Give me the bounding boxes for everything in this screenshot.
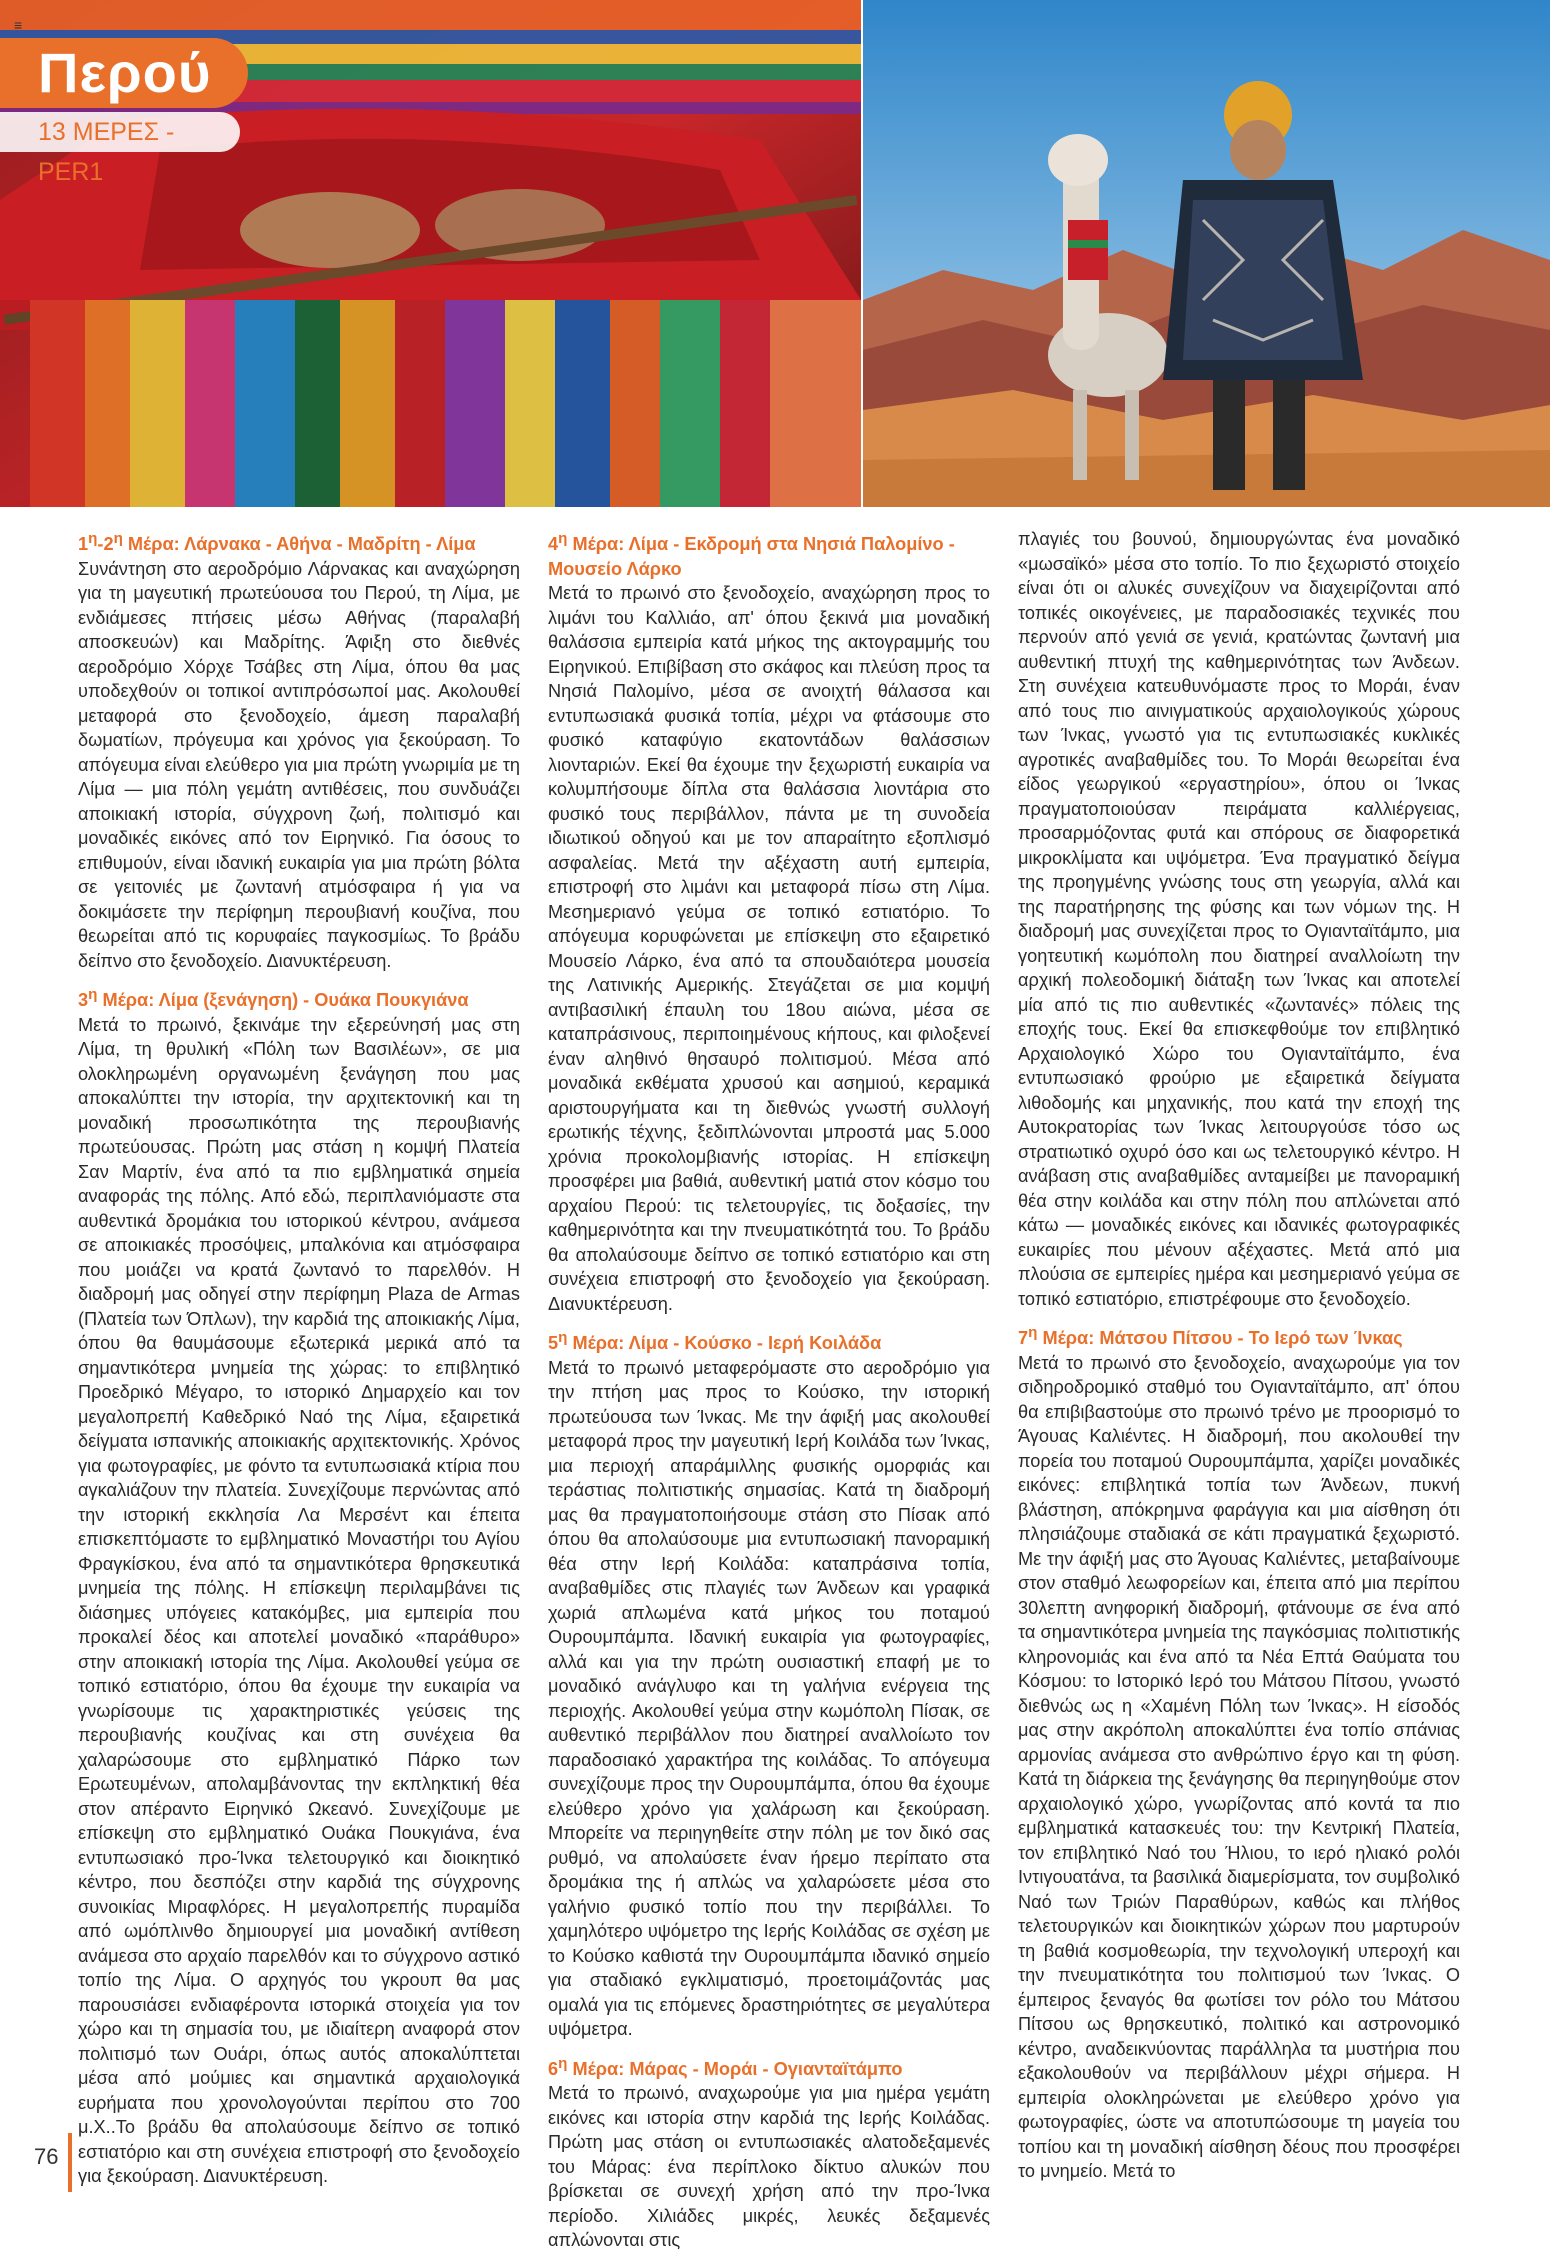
day-title: $4^\eta$ Μέρα: Λίμα - Εκδρομή στα Νησιά Παλομίνο - Μουσείο Λάρκο <box>548 530 955 579</box>
day-title: $5^\eta$ Μέρα: Λίμα - Κούσκο - Ιερή Κοιλάδα <box>548 1329 882 1354</box>
llama-mountain-icon <box>863 0 1550 507</box>
llama-photo <box>863 0 1550 507</box>
tour-code: 13 ΜΕΡΕΣ - PER1 <box>0 112 240 152</box>
day-text: Μετά το πρωινό στο ξενοδοχείο, αναχωρούμε για τον σιδηροδρομικό σταθμό του Ογιανταϊτάμπο, απ' όπου θα επιβιβαστούμε στο πρωινό τρένο με προορισμό το Άγουας Καλιέντες. Η διαδρομή, που ακολουθεί την πορεία του ποταμού Ουρουμπάμπα, χαρίζει μοναδικές εικόνες: επιβλητικά τοπία των Άνδεων, πυκνή βλάστηση, απόκρημνα φαράγγια και μια αίσθηση ότι πλησιάζουμε σταδιακά σε κάτι πραγματικά ξεχωριστό. Με την άφιξή μας στο Άγουας Καλιέντες, μεταβαίνουμε στον σταθμό λεωφορείων και, έπειτα από μια περίπου 30λεπτη ανηφορική διαδρομή, φτάνουμε σε ένα από τα σημαντικότερα μνημεία της παγκόσμιας πολιτιστικής κληρονομιάς και ένα από τα Νέα Επτά Θαύματα του Κόσμου: το Ιστορικό Ιερό του Μάτσου Πίτσου, γνωστό διεθνώς ως η «Χαμένη Πόλη των Ίνκας». Η είσοδός μας στην ακρόπολη αποκαλύπτει ένα τοπίο σπάνιας αρμονίας ανάμεσα στο ανθρώπινο έργο και τη φύση. Κατά τη διάρκεια της ξενάγησης θα περιηγηθούμε στον αρχαιολογικό χώρο, γνωρίζοντας από κοντά τα πιο εμβληματικά κατασκευές του: την Κεντρική Πλατεία, τον επιβλητικό Ναό του Ήλιου, το ιερό ηλιακό ρολόι Ιντιγουατάνα, τα βασιλικά διαμερίσματα, τον συμβολικό Ναό των Τριών Παραθύρων, καθώς και πλήθος τελετουργικών και διοικητικών χώρων που μαρτυρούν τη βαθιά κοσμοθεωρία, την τεχνολογική υπεροχή και την πνευματικότητα του πολιτισμού των Ίνκας. Ο έμπειρος ξεναγός θα φωτίσει τον ρόλο του Μάτσου Πίτσου ως θρησκευτικό, πολιτικό και αστρονομικό κέντρο, αναδεικνύοντας παράλληλα τα μυστήρια που εξακολουθούν να περιβάλλουν μέχρι σήμερα. Η εμπειρία ολοκληρώνεται με ελεύθερο χρόνο για φωτογραφίες, ώστε να αποτυπώσουμε τη μαγεία του τοπίου και τη μοναδική αίσθηση δέους που προσφέρει το μνημείο. Μετά το <box>1018 1352 1460 2182</box>
page-number: 76 <box>34 2144 59 2169</box>
day-text: Μετά το πρωινό, ξεκινάμε την εξερεύνησή μας στη Λίμα, τη θρυλική «Πόλη των Βασιλέων», σε μια ολοκληρωμένη οργανωμένη ξενάγηση που μας αποκαλύπτει την ιστορία, την αρχιτεκτονική και τη μοναδική προσωπικότητα της περουβιανής πρωτεύουσας. Πρώτη μας στάση η κομψή Πλατεία Σαν Μαρτίν, ένα από τα πιο εμβληματικά σημεία αναφοράς της πόλης. Από εδώ, περιπλανιόμαστε στα αυθεντικά δρομάκια του ιστορικού κέντρου, ανάμεσα σε αποικιακές προσόψεις, μπαλκόνια και ατμόσφαιρα που μοιάζει να κρατά ζωντανό το παρελθόν. Η διαδρομή μας οδηγεί στην περίφημη Plaza de Armas (Πλατεία των Όπλων), την καρδιά της αποικιακής Λίμα, όπου θα θαυμάσουμε εξωτερικά μερικά από τα σημαντικότερα μνημεία της χώρας: το επιβλητικό Προεδρικό Μέγαρο, το ιστορικό Δημαρχείο και τον μεγαλοπρεπή Καθεδρικό Ναό της Λίμα, εξαιρετικά δείγματα ισπανικής αποικιακής αρχιτεκτονικής. Χρόνος για φωτογραφίες, με φόντο τα εντυπωσιακά κτίρια που αγκαλιάζουν την πλατεία. Συνεχίζουμε περνώντας από την ιστορική εκκλησία Λα Μερσέντ και έπειτα επισκεπτόμαστε το εμβληματικό Μοναστήρι του Αγίου Φραγκίσκου, ένα από τα σημαντικότερα θρησκευτικά μνημεία της πόλης. Η επίσκεψη περιλαμβάνει τις διάσημες υπόγειες κατακόμβες, μια εμπειρία που προκαλεί δέος και αποτελεί μοναδικό «παράθυρο» στην αποικιακή ιστορία της Λίμα. Ακολουθεί γεύμα σε τοπικό εστιατόριο, όπου θα έχουμε την ευκαιρία να γνωρίσουμε τις χαρακτηριστικές γεύσεις της περουβιανής κουζίνας και στη συνέχεια θα χαλαρώσουμε στο εμβληματικό Πάρκο των Ερωτευμένων, απολαμβάνοντας την εκπληκτική θέα στον απέραντο Ειρηνικό Ωκεανό. Συνεχίζουμε με επίσκεψη στο εμβληματικό Ουάκα Πουκγιάνα, ένα εντυπωσιακό προ-Ίνκα τελετουργικό και διοικητικό κέντρο, που δεσπόζει στην καρδιά της σύγχρονης συνοικίας Μιραφλόρες. Η μεγαλοπρεπής πυραμίδα από ωμόπλινθο δημιουργεί μια μοναδική αντίθεση ανάμεσα στο αρχαίο παρελθόν και το σύγχρονο αστικό τοπίο της Λίμα. Ο αρχηγός του γκρουπ θα μας παρουσιάσει ενδιαφέροντα ιστορικά στοιχεία για τον χώρο και τη σημασία του, με ιδιαίτερη αναφορά στον πολιτισμό των Ουάρι, όπως αυτός αποκαλύπτεται μέσα από μούμιες και σημαντικά αρχαιολογικά ευρήματα που χρονολογούνται περίπου στο 700 μ.Χ..Το βράδυ θα απολαύσουμε δείπνο σε τοπικό εστιατόριο και στη συνέχεια επιστροφή στο ξενοδοχείο για ξεκούραση. Διανυκτέρευση. <box>78 1014 520 2187</box>
day-text: Μετά το πρωινό, αναχωρούμε για μια ημέρα γεμάτη εικόνες και ιστορία στην καρδιά της Ιερής Κοιλάδας. Πρώτη μας στάση οι εντυπωσιακές αλατοδεξαμενές του Μάρας: ένα περίπλοκο δίκτυο αλυκών που βρίσκεται σε συνεχή χρήση από την προ-Ίνκα περίοδο. Χιλιάδες μικρές, λευκές δεξαμενές απλώνονται στις <box>548 2083 990 2251</box>
day-title: $1^\eta-2^\eta$ Μέρα: Λάρνακα - Αθήνα - Μαδρίτη - Λίμα <box>78 530 476 555</box>
day-text: Συνάντηση στο αεροδρόμιο Λάρνακας και αναχώρηση για τη μαγευτική πρωτεύουσα του Περού, τη Λίμα, με ενδιάμεσες πτήσεις μέσω Αθήνας (παραλαβή αποσκευών) και Μαδρίτης. Άφιξη στο διεθνές αεροδρόμιο Χόρχε Τσάβες στη Λίμα, όπου θα μας υποδεχθούν οι τοπικοί αντιπρόσωποί μας. Ακολουθεί μεταφορά στο ξενοδοχείο, άμεση παραλαβή δωματίων, πρόγευμα και χρόνος για ξεκούραση. Το απόγευμα είναι ελεύθερο για μια πρώτη γνωριμία με τη Λίμα — μια πόλη γεμάτη αντιθέσεις, που συνδυάζει αποικιακή ιστορία, σύγχρονη ζωή, πολιτισμό και μοναδικές εικόνες από τον Ειρηνικό. Για όσους το επιθυμούν, είναι ιδανική ευκαιρία για μια πρώτη βόλτα σε γειτονιές με ζωντανή ατμόσφαιρα ή για να δοκιμάσετε την περίφημη περουβιανή κουζίνα, που θεωρείται από τις κορυφαίες παγκοσμίως. Το βράδυ δείπνο στο ξενοδοχείο. Διανυκτέρευση. <box>78 558 520 971</box>
itinerary-column-2 <box>548 527 990 2253</box>
day-title: $7^\eta$ Μέρα: Μάτσου Πίτσου - Το Ιερό των Ίνκας <box>1018 1324 1403 1349</box>
itinerary-column-3 <box>1018 527 1460 2184</box>
footer-accent-bar <box>68 2133 72 2192</box>
day-title: $6^\eta$ Μέρα: Μάρας - Μοράι - Ογιανταϊτάμπο <box>548 2054 903 2079</box>
itinerary-column-1 <box>78 527 520 2189</box>
day-text: Μετά το πρωινό μεταφερόμαστε στο αεροδρόμιο για την πτήση μας προς το Κούσκο, την ιστορική πρωτεύουσα των Ίνκας. Με την άφιξή μας ακολουθεί μεταφορά προς την μαγευτική Ιερή Κοιλάδα των Ίνκας, μια περιοχή απαράμιλλης φυσικής ομορφιάς και τεράστιας πολιτιστικής σημασίας. Κατά τη διαδρομή μας θα πραγματοποιήσουμε στάση στο Πίσακ από όπου θα απολαύσουμε μια εντυπωσιακή πανοραμική θέα στην Ιερή Κοιλάδα: καταπράσινα τοπία, αναβαθμίδες στις πλαγιές των Άνδεων και γραφικά χωριά απλωμένα κατά μήκος του ποταμού Ουρουμπάμπα. Ιδανική ευκαιρία για φωτογραφίες, αλλά και για την πρώτη ουσιαστική επαφή με το μοναδικό ανάγλυφο και τη γαλήνια ενέργεια της περιοχής. Ακολουθεί γεύμα στην κωμόπολη Πίσακ, σε αυθεντικό περιβάλλον που διατηρεί αναλλοίωτο τον παραδοσιακό χαρακτήρα της κοιλάδας. Το απόγευμα συνεχίζουμε προς την Ουρουμπάμπα, όπου θα έχουμε ελεύθερο χρόνο για χαλάρωση και ξεκούραση. Μπορείτε να περιηγηθείτε στην πόλη με τον δικό σας ρυθμό, να απολαύσετε έναν ήρεμο περίπατο στα δρομάκια της ή απλώς να χαλαρώσετε μέσα στο γαλήνιο φυσικό τοπίο που την περιβάλλει. Το χαμηλότερο υψόμετρο της Ιερής Κοιλάδας σε σχέση με το Κούσκο καθιστά την Ουρουμπάμπα ιδανικό σημείο για σταδιακό εγκλιματισμό, προετοιμάζοντάς μας ομαλά για τις επόμενες δραστηριότητες σε μεγαλύτερα υψόμετρα. <box>548 1357 990 2040</box>
menu-icon[interactable]: ≡ <box>14 17 23 33</box>
day-text-continued: πλαγιές του βουνού, δημιουργώντας ένα μοναδικό «μωσαϊκό» μέσα στο τοπίο. Το πιο ξεχωριστό στοιχείο είναι ότι οι αλυκές συνεχίζουν να διαχειρίζονται από τοπικές οικογένειες, με παραδοσιακές τεχνικές που περνούν από γενιά σε γενιά, κρατώντας ζωντανή μια αυθεντική πτυχή της καθημερινότητας των Άνδεων. Στη συνέχεια κατευθυνόμαστε προς το Μοράι, έναν από τους πιο αινιγματικούς αρχαιολογικούς χώρους των Ίνκας, γνωστό για τις εντυπωσιακές κυκλικές αγροτικές αναβαθμίδες του. Το Μοράι θεωρείται ένα είδος γεωργικού «εργαστηρίου», όπου οι Ίνκας πραγματοποιούσαν πειράματα καλλιέργειας, προσαρμόζοντας φυτά και σπόρους σε διαφορετικά μικροκλίματα και υψόμετρα. Ένα πραγματικό δείγμα της προηγμένης γνώσης τους στη γεωργία, αλλά και της παρατήρησης της φύσης και των νόμων της. Η διαδρομή μας συνεχίζεται προς το Ογιανταϊτάμπο, μια γοητευτική κωμόπολη που διατηρεί αναλλοίωτη την αρχική πολεοδομική διάταξη των Ίνκας και αποτελεί μία από τις πιο αυθεντικές «ζωντανές» πόλεις της εποχής τους. Εκεί θα επισκεφθούμε τον επιβλητικό Αρχαιολογικό Χώρο του Ογιανταϊτάμπο, ένα εντυπωσιακό φρούριο με εξαιρετικά δείγματα λιθοδομής και μηχανικής, που κατά την εποχή της Αυτοκρατορίας των Ίνκας λειτουργούσε τόσο ως στρατιωτικό οχυρό όσο και ως τελετουργικό κέντρο. Η ανάβαση στις αναβαθμίδες ανταμείβει με πανοραμική θέα στην κοιλάδα και στην πόλη που απλώνεται από κάτω — μοναδικές εικόνες και ιδανικές φωτογραφικές ευκαιρίες που μένουν αξέχαστες. Μετά από μια πλούσια σε εμπειρίες ημέρα και μεσημεριανό γεύμα σε τοπικό εστιατόριο, επιστρέφουμε στο ξενοδοχείο. <box>1018 529 1460 1309</box>
day-text: Μετά το πρωινό στο ξενοδοχείο, αναχώρηση προς το λιμάνι του Καλλιάο, απ' όπου ξεκινά μια μοναδική θαλάσσια εμπειρία κατά μήκος της ακτογραμμής του Ειρηνικού. Επιβίβαση στο σκάφος και πλεύση προς τα Νησιά Παλομίνο, μέσα σε ανοιχτή θάλασσα και εντυπωσιακά φυσικά τοπία, μέχρι να φτάσουμε στο φυσικό καταφύγιο εκατοντάδων θαλάσσιων λιονταριών. Εκεί θα έχουμε την ξεχωριστή ευκαιρία να κολυμπήσουμε δίπλα στα θαλάσσια λιοντάρια στο φυσικό τους περιβάλλον, πάντα με τη συνοδεία ιδιωτικού οδηγού και με τον απαραίτητο εξοπλισμό ασφαλείας. Μετά την αξέχαστη αυτή εμπειρία, επιστροφή στο λιμάνι και μεταφορά πίσω στη Λίμα. Μεσημεριανό γεύμα σε τοπικό εστιατόριο. Το απόγευμα κορυφώνεται με επίσκεψη στο εξαιρετικό Μουσείο Λάρκο, ένα από τα σπουδαιότερα μουσεία της Λατινικής Αμερικής. Στεγάζεται σε μια κομψή αντιβασιλική έπαυλη του 18ου αιώνα, μέσα σε καταπράσινους, περιποιημένους κήπους, και φιλοξενεί έναν αληθινό θησαυρό πολιτισμού. Μέσα από μοναδικά εκθέματα χρυσού και ασημιού, κεραμικά αριστουργήματα και τη διεθνώς γνωστή συλλογή ερωτικής τέχνης, ξεδιπλώνονται μπροστά μας 5.000 χρόνια προκολομβιανής ιστορίας. Η επίσκεψη προσφέρει μια βαθιά, αυθεντική ματιά στον κόσμο του αρχαίου Περού: τις τελετουργίες, τις δοξασίες, την καθημερινότητα και την πνευματικότητά του. Το βράδυ θα απολαύσουμε δείπνο σε τοπικό εστιατόριο και στη συνέχεια επιστροφή στο ξενοδοχείο για ξεκούραση. Διανυκτέρευση. <box>548 583 990 1314</box>
page-title: Περού <box>0 38 248 108</box>
day-title: $3^\eta$ Μέρα: Λίμα (ξενάγηση) - Ουάκα Πουκγιάνα <box>78 986 469 1011</box>
